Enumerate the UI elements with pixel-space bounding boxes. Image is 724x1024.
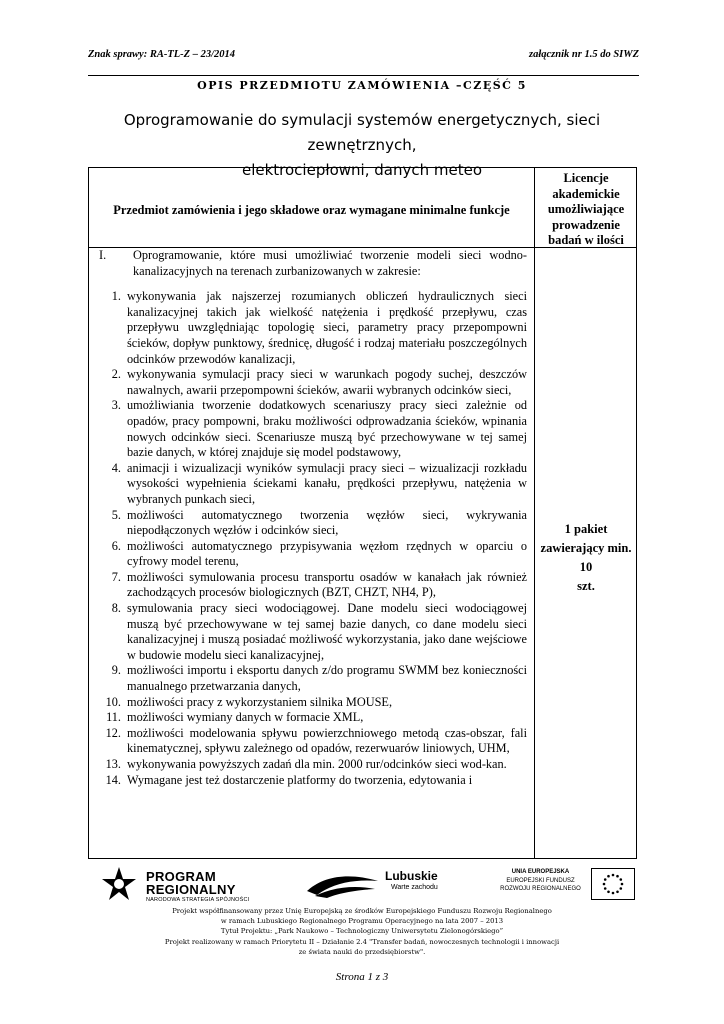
wave-emblem-icon <box>305 869 380 899</box>
list-item: 1. wykonywania jak najszerzej rozumianych obliczeń hydraulicznych sieci kanalizacyjnej takich jak wielkość natężenia i prędkość przepływu, czas przepływu uwzględniając topologię sieci, parametry pracy przepompowni ścieków, dopływ punktowy, średnicę, długość i rodzaj materiału poszczególnych odcinków przewodów kanalizacji, <box>111 289 527 366</box>
list-item: 10. możliwości pracy z wykorzystaniem silnika MOUSE, <box>105 694 393 709</box>
lubuskie-logo <box>305 865 455 903</box>
eu-logo <box>478 865 640 903</box>
funding-logos <box>100 863 640 905</box>
list-item: 12. możliwości modelowania spływu powierzchniowego metodą czas-obszar, fali kinematycznej, spływu zależnego od opadów, rezerwuarów liniowych, UHM, <box>105 725 527 756</box>
column-divider <box>534 168 535 858</box>
case-number: Znak sprawy: RA-TL-Z – 23/2014 <box>88 49 235 60</box>
attachment-label: załącznik nr 1.5 do SIWZ <box>529 49 639 60</box>
requirements-table <box>88 167 637 859</box>
section-title: OPIS PRZEDMIOTU ZAMÓWIENIA –CZĘŚĆ 5 <box>197 79 527 92</box>
footer-line4: Projekt realizowany w ramach Priorytetu II – Działanie 2.4 "Transfer badań, nowoczesnych technologii i innowacji <box>164 937 560 946</box>
document-title-line2: elektrociepłowni, danych meteo <box>241 161 483 179</box>
list-item: 13. wykonywania powyższych zadań dla min. 2000 rur/odcinków sieci wod-kan. <box>105 757 507 771</box>
column-header-licenses: Licencje akademickie umożliwiające prowadzenie badań w ilości <box>547 171 625 248</box>
list-item: 11. możliwości wymiany danych w formacie XML, <box>106 710 364 725</box>
eu-flag-icon <box>591 868 635 900</box>
program-line3: NARODOWA STRATEGIA SPÓJNOŚCI <box>146 897 250 903</box>
intro-paragraph <box>99 248 527 279</box>
footer-line5: ze świata nauki do przedsiębiorstw". <box>298 947 426 956</box>
eu-line3: ROZWOJU REGIONALNEGO <box>500 886 581 892</box>
list-item: 9. możliwości importu i eksportu danych z/do programu SWMM bez konieczności manualnego przetwarzania danych, <box>111 663 527 694</box>
lubuskie-name: Lubuskie <box>385 869 438 883</box>
requirements-list <box>99 289 527 788</box>
header-rule <box>88 75 639 76</box>
page-header <box>88 49 639 65</box>
eu-line1: UNIA EUROPEJSKA <box>511 869 570 875</box>
list-item: 6. możliwości automatycznego przypisywania węzłom rzędnych w oparciu o cyfrowy model terenu, <box>111 538 527 569</box>
program-regionalny-logo <box>100 863 280 905</box>
column-header-subject: Przedmiot zamówienia i jego składowe oraz wymagane minimalne funkcje <box>113 203 510 217</box>
list-item: 8. symulowania pracy sieci wodociągowej. Dane modelu sieci wodociągowej muszą być przechowywane w tej samej bazie danych, co dane modelu sieci kanalizacyjnej i muszą posiadać możliwość wykorzystania, jako dane wejściowe w budowie modelu sieci kanalizacyjnej, <box>111 601 527 662</box>
list-item: 7. możliwości symulowania procesu transportu osadów w kanałach jak również zachodzących procesów biologicznych (BZT, CHZT, NH4, P), <box>111 569 527 600</box>
eu-line2: EUROPEJSKI FUNDUSZ <box>506 878 575 884</box>
license-quantity-line2: zawierający min. 10 <box>540 541 632 574</box>
lubuskie-slogan: Warte zachodu <box>391 884 438 891</box>
footer-line3: Tytuł Projektu: „Park Naukowo – Technologiczny Uniwersytetu Zielonogórskiego” <box>220 927 504 936</box>
document-title-line1: Oprogramowanie do symulacji systemów energetycznych, sieci zewnętrznych, <box>123 111 601 154</box>
license-quantity-line1: 1 pakiet <box>564 522 608 536</box>
program-line2: REGIONALNY <box>146 882 236 897</box>
requirements-body <box>99 248 527 788</box>
intro-number: I. <box>99 248 107 262</box>
license-quantity-line3: szt. <box>577 579 595 593</box>
program-line1: PROGRAM <box>146 869 216 884</box>
star-emblem-icon <box>100 865 138 903</box>
list-item: 3. umożliwiania tworzenie dodatkowych scenariuszy pracy sieci zależnie od opadów, pracy pompowni, braku możliwości odprowadzania ścieków, wpinania nowych odcinków sieci. Scenariusze muszą być przechowywane w tej samej bazie danych, w której znajduje się model podstawowy, <box>111 398 527 460</box>
list-item: 14. Wymagane jest też dostarczenie platformy do tworzenia, edytowania i <box>105 772 473 787</box>
intro-text: Oprogramowanie, które musi umożliwiać tworzenie modeli sieci wodno-kanalizacyjnych na terenach zurbanizowanych w zakresie: <box>133 248 527 278</box>
list-item: 4. animacji i wizualizacji wyników symulacji pracy sieci – wizualizacji rozkładu wysokości wypełnienia ściekami kanału, prędkości przepływu, natężenia w wybranych punkach sieci, <box>111 460 527 506</box>
footer-line2: w ramach Lubuskiego Regionalnego Programu Operacyjnego na lata 2007 – 2013 <box>220 917 504 926</box>
footer-line1: Projekt współfinansowany przez Unię Europejską ze środków Europejskiego Funduszu Rozwoju Regionalnego <box>172 907 552 915</box>
funding-footer <box>90 906 634 957</box>
license-quantity <box>535 520 637 596</box>
page-number: Strona 1 z 3 <box>335 971 389 983</box>
list-item: 2. wykonywania symulacji pracy sieci w warunkach pogody suchej, deszczów nawalnych, awarii przepompowni ścieków, awarii wybranych odcinków sieci, <box>111 367 527 397</box>
list-item: 5. możliwości automatycznego tworzenia węzłów sieci, wykrywania niepodłączonych węzłów i odcinków sieci, <box>111 507 527 538</box>
